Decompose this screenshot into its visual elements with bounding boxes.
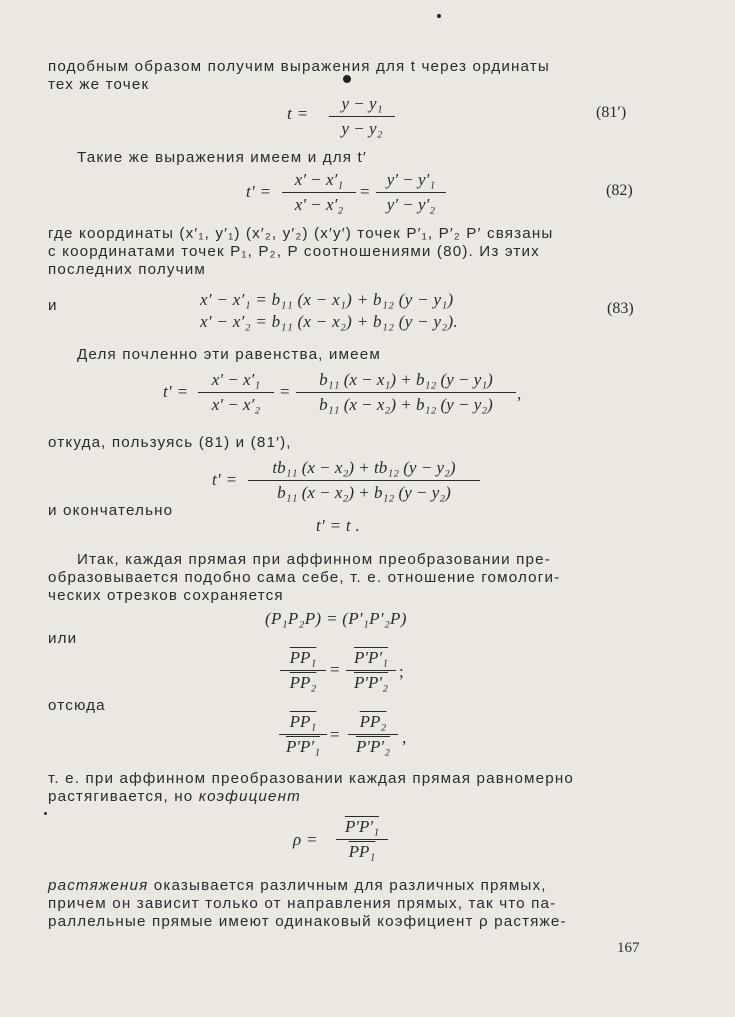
text-line: подобным образом получим выражения для t через ординаты xyxy=(48,58,550,75)
text-line: Итак, каждая прямая при аффинном преобразовании пре- xyxy=(77,551,551,568)
numerator: b₁₁ (x − x₁) + b₁₂ (y − y₁) xyxy=(296,370,516,393)
denominator: PP₂ xyxy=(289,673,317,692)
text-line: причем он зависит только от направления прямых, так что па- xyxy=(48,895,557,912)
numerator: PP₁ xyxy=(280,648,326,671)
text-line: и xyxy=(48,297,58,314)
numerator: P′P′₁ xyxy=(336,817,388,840)
denominator: x′ − x′₂ xyxy=(294,195,344,214)
text-line: ческих отрезков сохраняется xyxy=(48,587,284,604)
numerator: P′P′₁ xyxy=(346,648,396,671)
fraction xyxy=(198,370,274,415)
text-line: или xyxy=(48,630,78,647)
numerator: PP₂ xyxy=(348,712,398,735)
fraction xyxy=(329,94,395,139)
denominator: x′ − x′₂ xyxy=(211,395,261,414)
fraction xyxy=(296,370,516,415)
text-line: откуда, пользуясь (81) и (81′), xyxy=(48,434,292,451)
fraction xyxy=(346,648,396,693)
numerator: x′ − x′₁ xyxy=(282,170,356,193)
equation-lhs: t = xyxy=(287,104,309,123)
fraction xyxy=(336,817,388,862)
denominator: P′P′₂ xyxy=(353,673,389,692)
page-number: 167 xyxy=(617,940,640,956)
denominator: P′P′₁ xyxy=(285,737,321,756)
numerator: x′ − x′₁ xyxy=(198,370,274,393)
equation-line: x′ − x′₁ = b₁₁ (x − x₁) + b₁₂ (y − y₁) xyxy=(200,290,454,309)
denominator: b₁₁ (x − x₂) + b₁₂ (y − y₂) xyxy=(319,395,493,414)
equation: (P₁P₂P) = (P′₁P′₂P) xyxy=(265,609,407,628)
fraction xyxy=(282,170,356,215)
equals-sign: = xyxy=(330,660,340,679)
equals-sign: = xyxy=(280,382,290,401)
text-line: где координаты (x′₁, y′₁) (x′₂, y′₂) (x′y′) точек P′₁, P′₂ P′ связаны xyxy=(48,225,554,242)
text-line: Деля почленно эти равенства, имеем xyxy=(77,346,381,363)
text-line: с координатами точек P₁, P₂, P соотношениями (80). Из этих xyxy=(48,243,540,260)
numerator: y − y₁ xyxy=(329,94,395,117)
denominator: y − y₂ xyxy=(341,119,383,138)
emphasis-term: растяжения xyxy=(48,877,149,894)
semicolon: ; xyxy=(399,662,405,681)
print-speck xyxy=(437,14,441,18)
equation-lhs: t′ = xyxy=(212,470,238,489)
equals-sign: = xyxy=(360,182,370,201)
equation-number: (83) xyxy=(607,300,634,317)
numerator: PP₁ xyxy=(279,712,327,735)
comma: , xyxy=(517,384,522,403)
equation-number: (82) xyxy=(606,182,633,199)
denominator: P′P′₂ xyxy=(355,737,391,756)
equation-lhs: t′ = xyxy=(163,382,189,401)
fraction xyxy=(279,712,327,757)
denominator: PP₁ xyxy=(348,842,376,861)
text-run: оказывается различным для различных прямых, xyxy=(153,877,547,894)
text-line: образовывается подобно сама себе, т. е. отношение гомологи- xyxy=(48,569,561,586)
text-line: последних получим xyxy=(48,261,206,278)
equation: t′ = t . xyxy=(316,516,361,535)
fraction xyxy=(248,458,480,503)
text-line: и окончательно xyxy=(48,502,174,519)
print-speck xyxy=(343,75,351,83)
fraction xyxy=(348,712,398,757)
text-line: раллельные прямые имеют одинаковый коэфициент ρ растяже- xyxy=(48,913,567,930)
numerator: tb₁₁ (x − x₂) + tb₁₂ (y − y₂) xyxy=(248,458,480,481)
text-line: т. е. при аффинном преобразовании каждая прямая равномерно xyxy=(48,770,574,787)
numerator: y′ − y′₁ xyxy=(376,170,446,193)
text-line xyxy=(48,788,301,805)
print-speck xyxy=(44,812,47,815)
text-line: тех же точек xyxy=(48,76,150,93)
emphasis-term: коэфициент xyxy=(198,788,301,805)
equation-number: (81′) xyxy=(596,104,627,121)
text-line: отсюда xyxy=(48,697,106,714)
text-run: растягивается, но xyxy=(48,788,194,805)
equation-line: x′ − x′₂ = b₁₁ (x − x₂) + b₁₂ (y − y₂). xyxy=(200,312,459,331)
denominator: b₁₁ (x − x₂) + b₁₂ (y − y₂) xyxy=(277,483,451,502)
text-line: Такие же выражения имеем и для t′ xyxy=(77,149,367,166)
denominator: y′ − y′₂ xyxy=(386,195,436,214)
text-line xyxy=(48,877,547,894)
fraction xyxy=(280,648,326,693)
fraction xyxy=(376,170,446,215)
equation-lhs: ρ = xyxy=(293,830,318,849)
equals-sign: = xyxy=(330,725,340,744)
comma: , xyxy=(402,728,407,747)
equation-lhs: t′ = xyxy=(246,182,272,201)
